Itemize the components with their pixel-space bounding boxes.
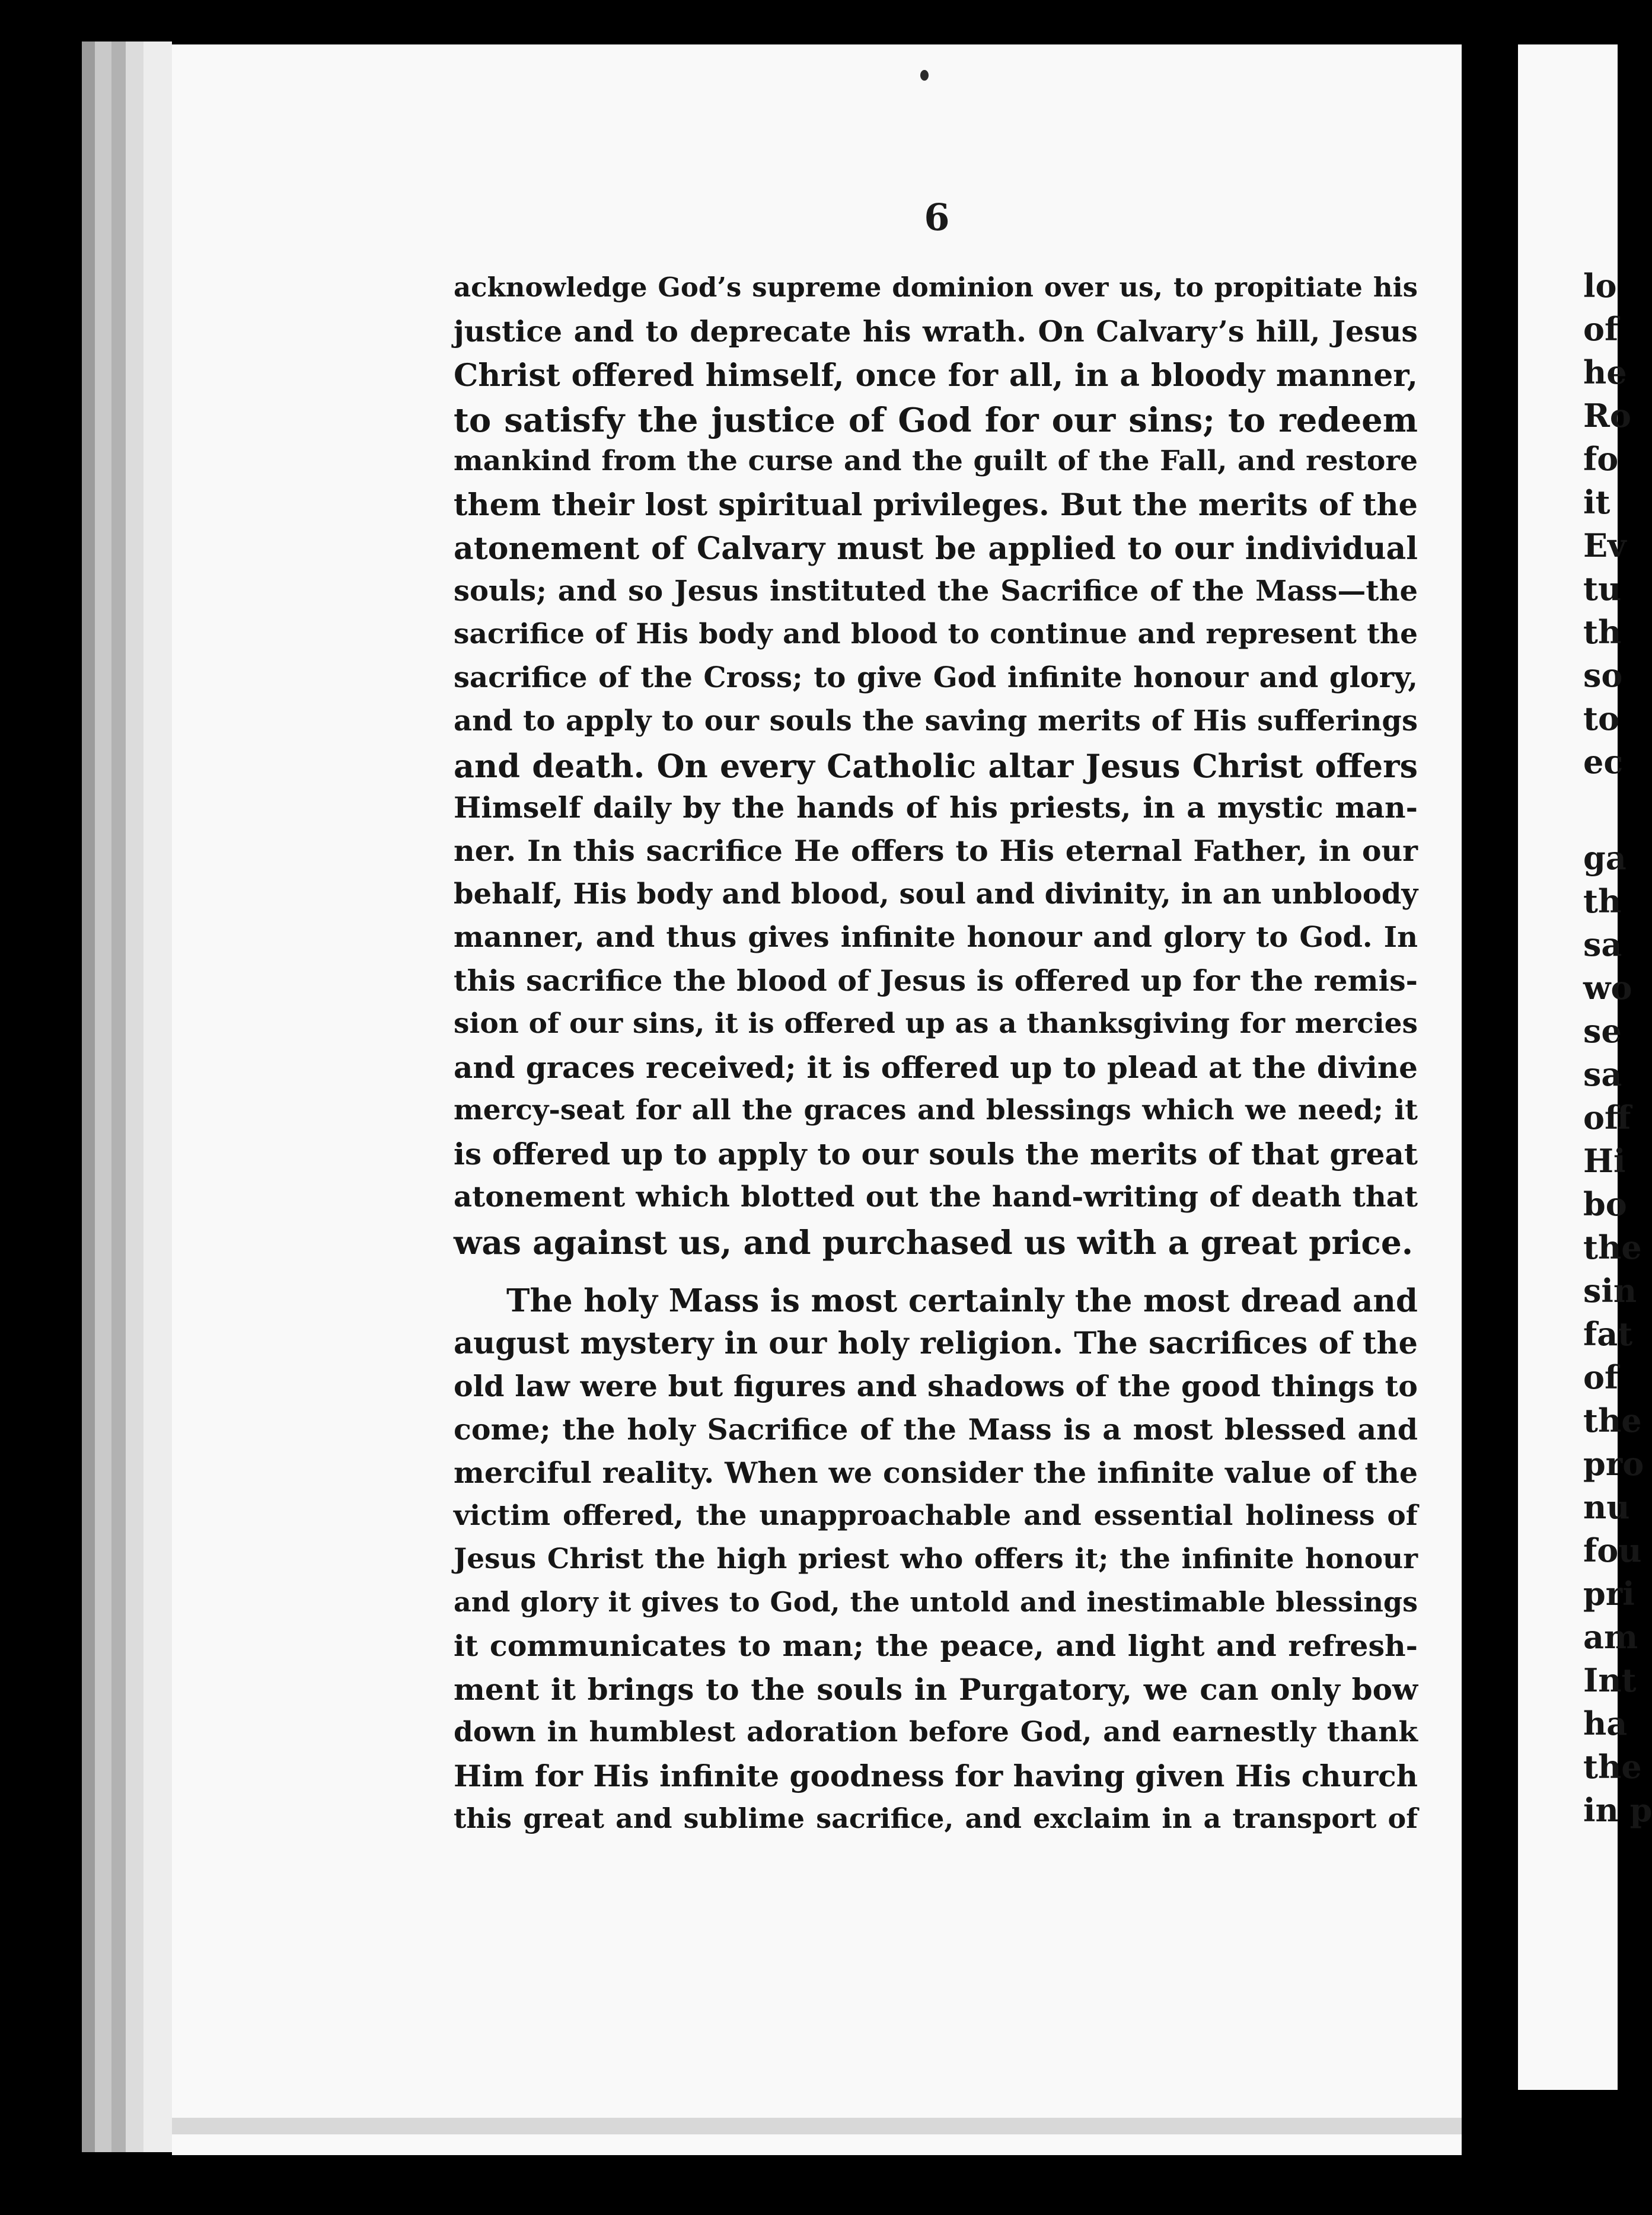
text-line: to satisfy the justice of God for our sins; to redeem	[454, 401, 1418, 440]
facing-page-fragment: ec	[1583, 743, 1624, 781]
text-line: ment it brings to the souls in Purgatory, we can only bow	[454, 1672, 1418, 1707]
text-line: and graces received; it is offered up to plead at the divine	[454, 1050, 1418, 1085]
facing-page-fragment: se	[1583, 1012, 1622, 1050]
text-line: sacrifice of the Cross; to give God infinite honour and glory,	[454, 661, 1418, 694]
text-line: it communicates to man; the peace, and light and refresh-	[454, 1629, 1418, 1663]
facing-page-fragment: the	[1583, 1748, 1642, 1786]
facing-page-fragment: fo	[1583, 440, 1619, 478]
text-line: Himself daily by the hands of his priests, in a mystic man-	[454, 790, 1418, 825]
page-edge	[95, 42, 111, 2152]
text-line: down in humblest adoration before God, and earnestly thank	[454, 1716, 1418, 1748]
facing-page-fragment: pri	[1583, 1575, 1635, 1613]
facing-page-fragment: lo	[1583, 267, 1617, 305]
page-edge	[82, 42, 95, 2152]
facing-page-fragment: am	[1583, 1618, 1638, 1656]
page-edge	[126, 42, 143, 2152]
text-line: The holy Mass is most certainly the most dread and	[506, 1282, 1418, 1319]
text-line: sion of our sins, it is offered up as a thanksgiving for mercies	[454, 1007, 1418, 1040]
facing-page-fragment: th	[1583, 613, 1622, 651]
page-edge	[143, 42, 172, 2152]
facing-page-fragment: Int	[1583, 1661, 1637, 1699]
text-line: is offered up to apply to our souls the merits of that great	[454, 1137, 1418, 1172]
facing-page-fragment: in p	[1583, 1791, 1652, 1829]
facing-page-fragment: sin	[1583, 1272, 1637, 1310]
text-line: mankind from the curse and the guilt of the Fall, and restore	[454, 445, 1418, 477]
facing-page-fragment: the	[1583, 1228, 1642, 1266]
ink-dot	[920, 70, 929, 81]
text-line: atonement of Calvary must be applied to our individual	[454, 531, 1418, 567]
text-line: Him for His infinite goodness for having given His church	[454, 1758, 1418, 1793]
text-line: sacrifice of His body and blood to continue and represent the	[454, 618, 1418, 650]
text-line: august mystery in our holy religion. The sacrifices of the	[454, 1326, 1418, 1361]
facing-page-fragment: sa	[1583, 925, 1622, 963]
facing-page-fragment: sa	[1583, 1055, 1622, 1093]
text-line: them their lost spiritual privileges. But the merits of the	[454, 487, 1418, 523]
text-line: mercy-seat for all the graces and blessings which we need; it	[454, 1094, 1418, 1126]
text-line: manner, and thus gives infinite honour and glory to God. In	[454, 921, 1418, 954]
facing-page-fragment: Ev	[1583, 526, 1627, 564]
text-line: victim offered, the unapproachable and essential holiness of	[454, 1499, 1418, 1532]
facing-page-fragment: Ro	[1583, 397, 1631, 435]
text-line: ner. In this sacrifice He offers to His eternal Father, in our	[454, 834, 1418, 868]
text-line: Jesus Christ the high priest who offers it; the infinite honour	[454, 1543, 1418, 1575]
facing-page-fragment: of	[1583, 310, 1619, 348]
facing-page-fragment: of	[1583, 1358, 1619, 1396]
facing-page-fragment: bo	[1583, 1185, 1627, 1223]
text-line: atonement which blotted out the hand-writing of death that	[454, 1180, 1418, 1214]
text-line: and to apply to our souls the saving merits of His sufferings	[454, 704, 1418, 738]
page-bottom-shadow	[172, 2118, 1462, 2134]
facing-page-fragment: fou	[1583, 1531, 1642, 1569]
text-line: souls; and so Jesus instituted the Sacrifice of the Mass—the	[454, 575, 1418, 608]
facing-page-fragment: the	[1583, 1402, 1642, 1440]
text-line: acknowledge God’s supreme dominion over us, to propitiate his	[454, 272, 1418, 303]
facing-page-fragment: ha	[1583, 1705, 1628, 1742]
text-line: old law were but figures and shadows of the good things to	[454, 1369, 1418, 1403]
text-line: and death. On every Catholic altar Jesus Christ offers	[454, 747, 1418, 785]
facing-page-fragment: to	[1583, 700, 1619, 738]
facing-page-fragment: Hi	[1583, 1142, 1626, 1180]
text-line: this great and sublime sacrifice, and exclaim in a transport of	[454, 1802, 1418, 1834]
facing-page-fragment: pro	[1583, 1445, 1644, 1483]
facing-page-fragment: so	[1583, 656, 1623, 694]
text-line: this sacrifice the blood of Jesus is offered up for the remis-	[454, 963, 1418, 998]
text-line: behalf, His body and blood, soul and divinity, in an unbloody	[454, 877, 1418, 911]
text-line: was against us, and purchased us with a great price.	[454, 1223, 1414, 1262]
facing-page-fragment: ga	[1583, 839, 1627, 877]
text-line: come; the holy Sacrifice of the Mass is a most blessed and	[454, 1412, 1418, 1447]
facing-page-fragment: he	[1583, 353, 1627, 391]
facing-page-fragment: wo	[1583, 969, 1632, 1007]
text-line: and glory it gives to God, the untold and inestimable blessings	[454, 1586, 1418, 1618]
facing-page-fragment: off	[1583, 1099, 1631, 1137]
facing-page-fragment: tu	[1583, 570, 1622, 608]
page-number: 6	[924, 196, 950, 239]
text-line: Christ offered himself, once for all, in a bloody manner,	[454, 358, 1418, 394]
text-line: justice and to deprecate his wrath. On Calvary’s hill, Jesus	[454, 314, 1418, 349]
facing-page-fragment: nu	[1583, 1488, 1630, 1526]
facing-page-fragment: fat	[1583, 1315, 1633, 1353]
facing-page-fragment: it	[1583, 483, 1610, 521]
page-edge	[111, 42, 126, 2152]
text-line: merciful reality. When we consider the infinite value of the	[454, 1456, 1418, 1490]
facing-page-fragment: th	[1583, 882, 1622, 920]
